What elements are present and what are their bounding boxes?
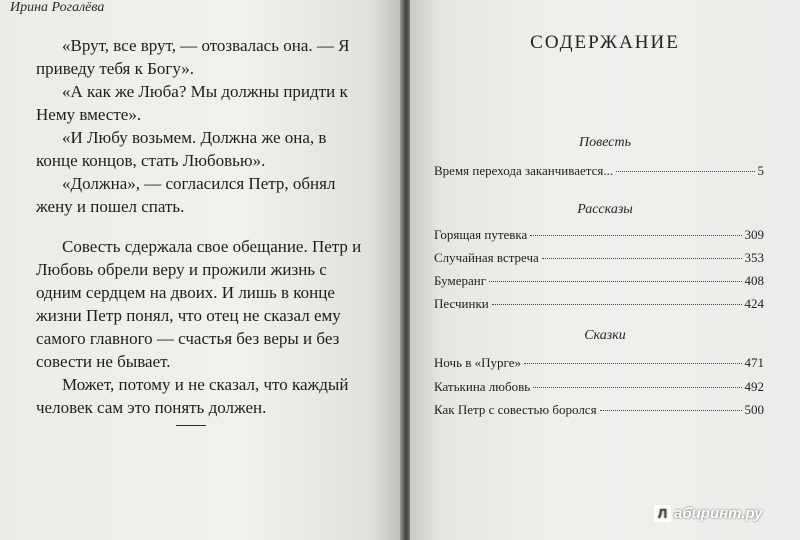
toc-entry: [434, 163, 764, 181]
toc-entry-title: Песчинки: [434, 296, 489, 311]
toc-entry-page: 500: [744, 402, 764, 417]
paragraph: Может, потому и не сказал, что каждый человек сам это понять должен.: [36, 375, 349, 417]
section-heading-rasskazy: Рассказы: [577, 202, 633, 217]
leader-dots: [524, 363, 742, 364]
toc-entry: [434, 379, 764, 397]
end-divider-rule: [176, 425, 206, 426]
toc-entry-page: 424: [744, 296, 764, 311]
leader-dots: [533, 387, 741, 388]
toc-entry: [434, 355, 764, 373]
leader-dots: [492, 304, 742, 305]
toc-entry-page: 408: [744, 273, 764, 288]
paragraph: «Врут, все врут, — отозвалась она. — Я приведу тебя к Богу».: [36, 36, 350, 78]
paragraph: «Должна», — согласился Петр, обнял жену и пошел спать.: [36, 174, 336, 216]
toc-entry-page: 353: [744, 250, 764, 265]
toc-entry-title: Время перехода заканчивается...: [434, 163, 614, 178]
toc-entry-page: 492: [744, 379, 764, 394]
leader-dots: [600, 410, 742, 411]
contents-title: СОДЕРЖАНИЕ: [530, 32, 680, 53]
right-page-contents: [410, 0, 800, 540]
watermark-text: абиринт.ру: [674, 505, 763, 522]
toc-entry-page: 309: [744, 227, 764, 242]
story-ending-text: [36, 34, 366, 419]
toc-entry: [434, 250, 764, 268]
paragraph: «А как же Люба? Мы должны придти к Нему вместе».: [36, 82, 348, 124]
toc-entry: [434, 402, 764, 420]
toc-entry-title: Ночь в «Пурге»: [434, 355, 521, 370]
labirint-logo-icon: Л: [654, 505, 671, 522]
toc-entry: [434, 296, 764, 314]
toc-entry-title: Случайная встреча: [434, 250, 539, 265]
leader-dots: [530, 235, 741, 236]
toc-entry-title: Бумеранг: [434, 273, 487, 288]
toc-entry-page: 5: [757, 163, 764, 178]
section-heading-skazki: Сказки: [584, 328, 626, 343]
toc-entry-title: Как Петр с совестью боролся: [434, 402, 597, 417]
leader-dots: [542, 258, 742, 259]
toc-entry-page: 471: [744, 355, 764, 370]
paragraph: Совесть сдержала свое обещание. Петр и Любовь обрели веру и прожили жизнь с одним сердцем на двоих. И лишь в конце жизни Петр понял, что отец не сказал ему самого главного — счастья без веры и без совести не бывает.: [36, 237, 362, 371]
toc-entry: [434, 273, 764, 291]
paragraph: «И Любу возьмем. Должна же она, в конце концов, стать Любовью».: [36, 128, 327, 170]
section-heading-povest: Повесть: [579, 135, 631, 150]
leader-dots: [616, 171, 754, 172]
toc-entry-title: Катькина любовь: [434, 379, 531, 394]
toc-entry-title: Горящая путевка: [434, 227, 528, 242]
leader-dots: [489, 281, 741, 282]
running-head-author: Ирина Рогалёва: [10, 0, 105, 15]
labirint-watermark-logo: [654, 505, 763, 522]
toc-entry: [434, 227, 764, 245]
